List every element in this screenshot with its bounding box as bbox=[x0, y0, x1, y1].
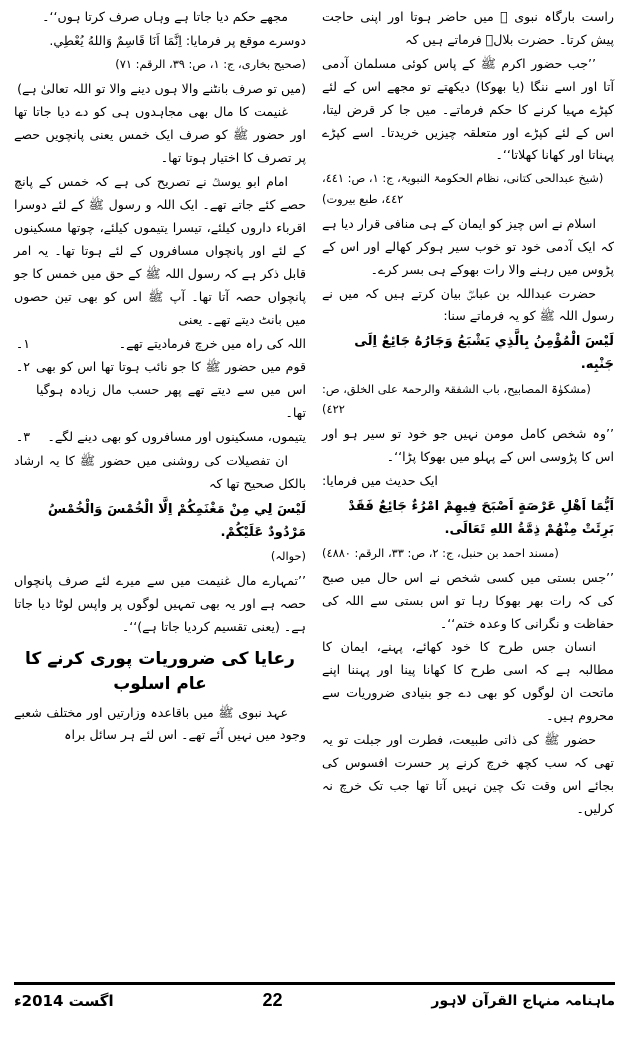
page-number: 22 bbox=[262, 990, 283, 1010]
footer-rule bbox=[14, 982, 615, 985]
translation: ’’تمہارے مال غنیمت میں سے میرے لئے صرف پانچواں حصہ ہے اور یہ بھی تمہیں لوگوں پر واپس لوٹا دیا جاتا ہے۔ (یعنی تقسیم کردیا جاتا ہے)‘‘۔ bbox=[14, 572, 306, 634]
list-item-text: اللہ کی راہ میں خرچ فرمادیتے تھے۔ bbox=[118, 335, 306, 351]
column-left bbox=[322, 6, 614, 971]
hadith-reference: (مسند احمد بن حنبل، ج: ٢، ص: ٣٣، الرقم: ٤٨٨٠) bbox=[322, 545, 559, 560]
paragraph: ان تفصیلات کی روشنی میں حضور ﷺ کا یہ ارشاد بالکل صحیح تھا کہ bbox=[14, 453, 306, 491]
list-item-text: قوم میں حضور ﷺ کا جو نائب ہوتا تھا اس کو بھی اس میں سے دیتے تھے پھر حسب مال زیادہ ہوگیا تھا۔ bbox=[36, 359, 306, 421]
column-right bbox=[14, 6, 306, 971]
list-item-text: یتیموں، مسکینوں اور مسافروں کو بھی دینے لگے۔ bbox=[47, 429, 306, 445]
paragraph: اسلام نے اس چیز کو ایمان کے ہی منافی قرار دیا ہے کہ ایک آدمی خود تو خوب سیر ہوکر کھالے اور اس کے پڑوس میں رہنے والا رات بھوکے ہی بسر کرے۔ bbox=[322, 215, 614, 277]
paragraph: مجھے حکم دیا جاتا ہے وہاں صرف کرتا ہوں‘‘۔ bbox=[42, 9, 288, 24]
footer-publisher: ماہنامہ منہاج القرآن لاہور bbox=[431, 992, 615, 1009]
translation: ’’وہ شخص کامل مومن نہیں جو خود تو سیر ہو اور اس کا پڑوسی اس کے پہلو میں بھوکا پڑا‘‘۔ bbox=[322, 426, 614, 464]
two-column-body bbox=[14, 6, 615, 971]
reference: (حوالہ) bbox=[270, 549, 306, 564]
quoted-paragraph: ’’جب حضور اکرم ﷺ کے پاس کوئی مسلمان آدمی آتا اور اسے ننگا (یا بھوکا) دیکھتے تو مجھے اس کے لئے کپڑے مہیا کرنے کا حکم فرماتے۔ میں جا کر قرض لیتا، اس کے لئے کپڑے اور متعلقہ چیزیں خریدتا۔ اسے کپڑے پہناتا اور کھانا کھلاتا‘‘۔ bbox=[322, 55, 614, 163]
hadith-intro: ایک حدیث میں فرمایا: bbox=[322, 472, 438, 488]
section-heading: رعایا کی ضروریات پوری کرنے کا عام اسلوب bbox=[25, 648, 295, 695]
paragraph: غنیمت کا مال بھی مجاہدوں ہی کو دے دیا جاتا تھا اور حضور ﷺ کو صرف ایک خمس یعنی پانچویں حصے پر تصرف کا اختیار ہوتا تھا۔ bbox=[14, 104, 306, 166]
list-item-number: ١۔ bbox=[15, 335, 30, 351]
hadith-arabic: اَيُّمَا اَهْلِ عَرْصَةٍ اَصْبَحَ فِيهِمْ امْرُءٌ جَائِعٌ فَقَدْ بَرِئَتْ مِنْهُمْ ذِمَّةُ اللهِ تَعَالَى. bbox=[348, 498, 614, 537]
paragraph: حضرت عبداللہ بن عباسؓ بیان کرتے ہیں کہ میں نے رسول اللہ ﷺ کو یہ فرماتے سنا: bbox=[322, 285, 614, 324]
reference: (صحیح بخاری، ج: ١، ص: ٣٩، الرقم: ٧١) bbox=[115, 56, 306, 71]
paragraph: امام ابو یوسفؒ نے تصریح کی ہے کہ خمس کے پانچ حصے کئے جاتے تھے۔ ایک اللہ و رسول ﷺ کے لئے دوسرا اقرباء داروں کیلئے، تیسرا یتیموں کیلئے، چوتھا مسکینوں کے لئے اور پانچواں مسافروں کے لئے ہوتا تھا۔ یہ امر قابل ذکر ہے کہ رسول اللہ ﷺ کے حق میں خمس کا جو پانچواں حصہ آتا تھا۔ آپ ﷺ اس کو بھی تین حصوں میں بانٹ دیتے تھے۔ یعنی bbox=[14, 174, 306, 327]
footer-issue-date: اگست 2014ء bbox=[14, 991, 114, 1010]
translation: (میں تو صرف بانٹنے والا ہوں دینے والا تو اللہ تعالیٰ ہے) bbox=[17, 80, 306, 96]
list-item-number: ٢۔ bbox=[15, 359, 30, 375]
hadith-arabic: لَيْسَ الْمُؤْمِنُ بِالَّذِي يَشْبَعُ وَجَارُهُ جَائِعٌ اِلَى جَنْبِه. bbox=[354, 334, 614, 373]
paragraph: انسان جس طرح کا خود کھائے، پہنے، ایمان کا مطالبہ ہے کہ اسی طرح کا کھانا پینا اور پہننا اپنے ماتحت ان لوگوں کو بھی دے جو بنیادی ضروریات سے محروم ہیں۔ bbox=[322, 639, 614, 724]
list-item bbox=[14, 333, 306, 356]
footer-row bbox=[14, 990, 615, 1011]
translation: ’’جس بستی میں کسی شخص نے اس حال میں صبح کی کہ رات بھر بھوکا رہا تو اس بستی سے اللہ کی حفاظت و نگرانی کا وعدہ ختم‘‘۔ bbox=[322, 569, 614, 631]
list-item bbox=[14, 426, 306, 449]
citation: (شیخ عبدالحی کتانی، نظام الحکومۃ النبویۃ، ج: ١، ص: ٤٤١، ٤٤٢، طبع بیروت) bbox=[322, 171, 604, 207]
paragraph: راست بارگاہ نبوی ﷺ میں حاضر ہوتا اور اپنی حاجت پیش کرتا۔ حضرت بلالؓ فرماتے ہیں کہ bbox=[322, 9, 614, 47]
hadith-reference: (مشکوٰۃ المصابیح، باب الشفقۃ والرحمۃ علی الخلق، ص: ٤٢٢) bbox=[322, 381, 591, 417]
arabic-intro: دوسرے موقع پر فرمایا: اِنَّمَا اَنَا قَاسِمٌ وَاللهُ يُعْطِي. bbox=[49, 32, 306, 48]
paragraph: عہد نبوی ﷺ میں باقاعدہ وزارتیں اور مختلف شعبے وجود میں نہیں آئے تھے۔ اس لئے ہر سائل براہ bbox=[14, 704, 306, 743]
paragraph: حضور ﷺ کی ذاتی طبیعت، فطرت اور جبلت تو یہ تھی کہ سب کچھ خرچ کرنے پر حسرت افسوس کی بجائے اس وقت تک چین نہیں آتا تھا جب تک خرچ نہ کرلیں۔ bbox=[322, 732, 614, 816]
arabic-quote: لَيْسَ لِي مِنْ مَغْنَمِكُمْ اِلَّا الْخُمْسَ وَالْخُمْسُ مَرْدُودٌ عَلَيْكُمْ. bbox=[47, 501, 306, 540]
numbered-list bbox=[14, 333, 306, 450]
page-footer bbox=[14, 974, 615, 1036]
page-number-group bbox=[263, 990, 283, 1011]
list-item-number: ٣۔ bbox=[15, 429, 30, 445]
list-item bbox=[14, 356, 306, 425]
